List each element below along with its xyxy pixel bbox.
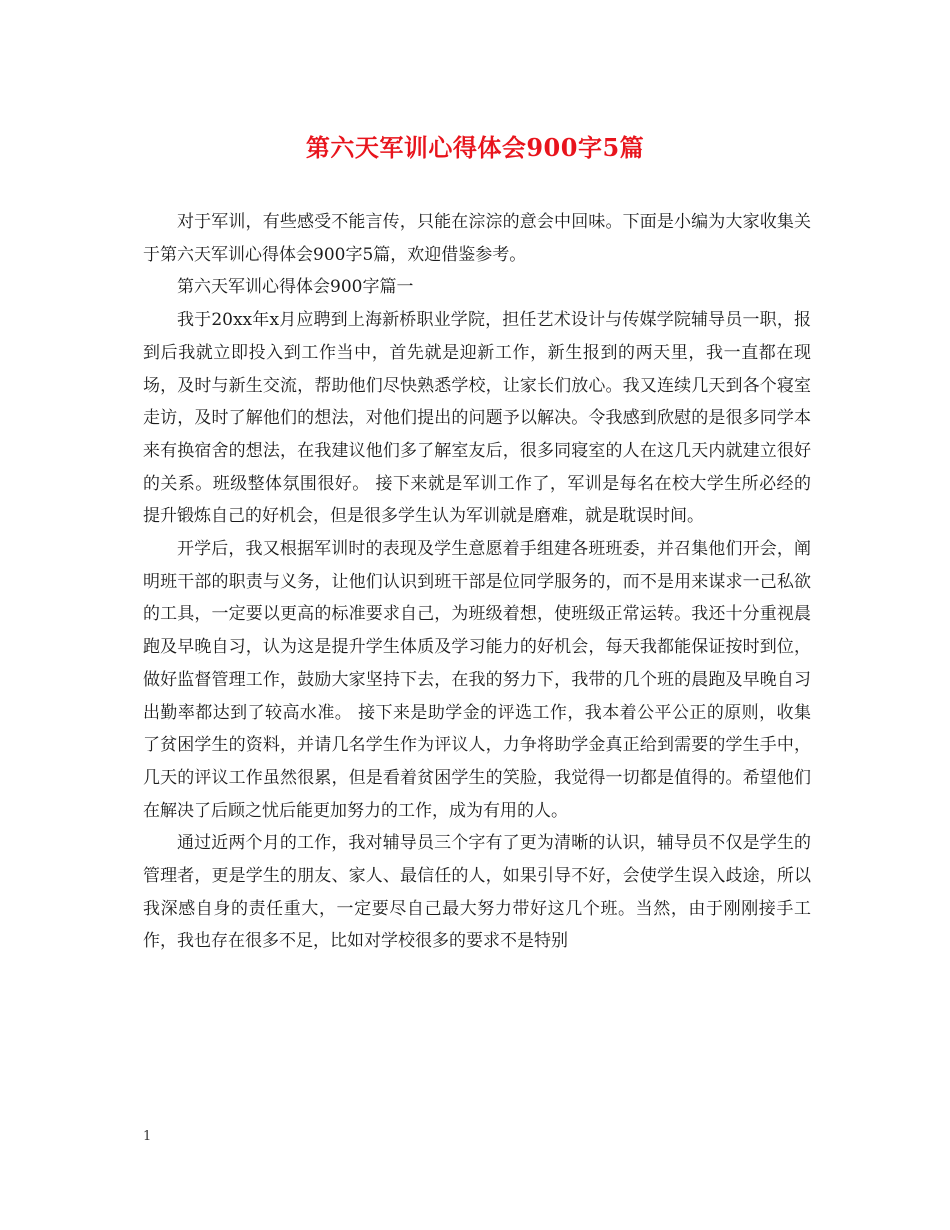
section-heading: 第六天军训心得体会900字篇一 xyxy=(177,277,414,298)
page-number: 1 xyxy=(143,1129,152,1144)
body-paragraph: 通过近两个月的工作，我对辅导员三个字有了更为清晰的认识，辅导员不仅是学生的管理者，更是学生的朋友、家人、最信任的人，如果引导不好，会使学生误入歧途，所以我深感自身的责任重大，一定要尽自己最大努力带好这几个班。当然，由于刚刚接手工作，我也存在很多不足，比如对学校很多的要求不是特别 xyxy=(143,833,811,952)
document-body xyxy=(143,206,811,958)
intro-paragraph: 对于军训，有些感受不能言传，只能在淙淙的意会中回味。下面是小编为大家收集关于第六天军训心得体会900字5篇，欢迎借鉴参考。 xyxy=(143,212,811,265)
body-paragraph: 我于20xx年x月应聘到上海新桥职业学院，担任艺术设计与传媒学院辅导员一职，报到后我就立即投入到工作当中，首先就是迎新工作，新生报到的两天里，我一直都在现场，及时与新生交流，帮助他们尽快熟悉学校，让家长们放心。我又连续几天到各个寝室走访，及时了解他们的想法，对他们提出的问题予以解决。令我感到欣慰的是很多同学本来有换宿舍的想法，在我建议他们多了解室友后，很多同寝室的人在这几天内就建立很好的关系。班级整体氛围很好。 接下来就是军训工作了，军训是每名在校大学生所必经的提升锻炼自己的好机会，但是很多学生认为军训就是磨难，就是耽误时间。 xyxy=(143,310,811,527)
document-title: 第六天军训心得体会900字5篇 xyxy=(305,133,645,162)
body-paragraph: 开学后，我又根据军训时的表现及学生意愿着手组建各班班委，并召集他们开会，阐明班干部的职责与义务，让他们认识到班干部是位同学服务的，而不是用来谋求一己私欲的工具，一定要以更高的标准要求自己，为班级着想，使班级正常运转。我还十分重视晨跑及早晚自习，认为这是提升学生体质及学习能力的好机会，每天我都能保证按时到位，做好监督管理工作，鼓励大家坚持下去，在我的努力下，我带的几个班的晨跑及早晚自习出勤率都达到了较高水准。 接下来是助学金的评选工作，我本着公平公正的原则，收集了贫困学生的资料，并请几名学生作为评议人，力争将助学金真正给到需要的学生手中，几天的评议工作虽然很累，但是看着贫困学生的笑脸，我觉得一切都是值得的。希望他们在解决了后顾之忧后能更加努力的工作，成为有用的人。 xyxy=(143,539,811,821)
